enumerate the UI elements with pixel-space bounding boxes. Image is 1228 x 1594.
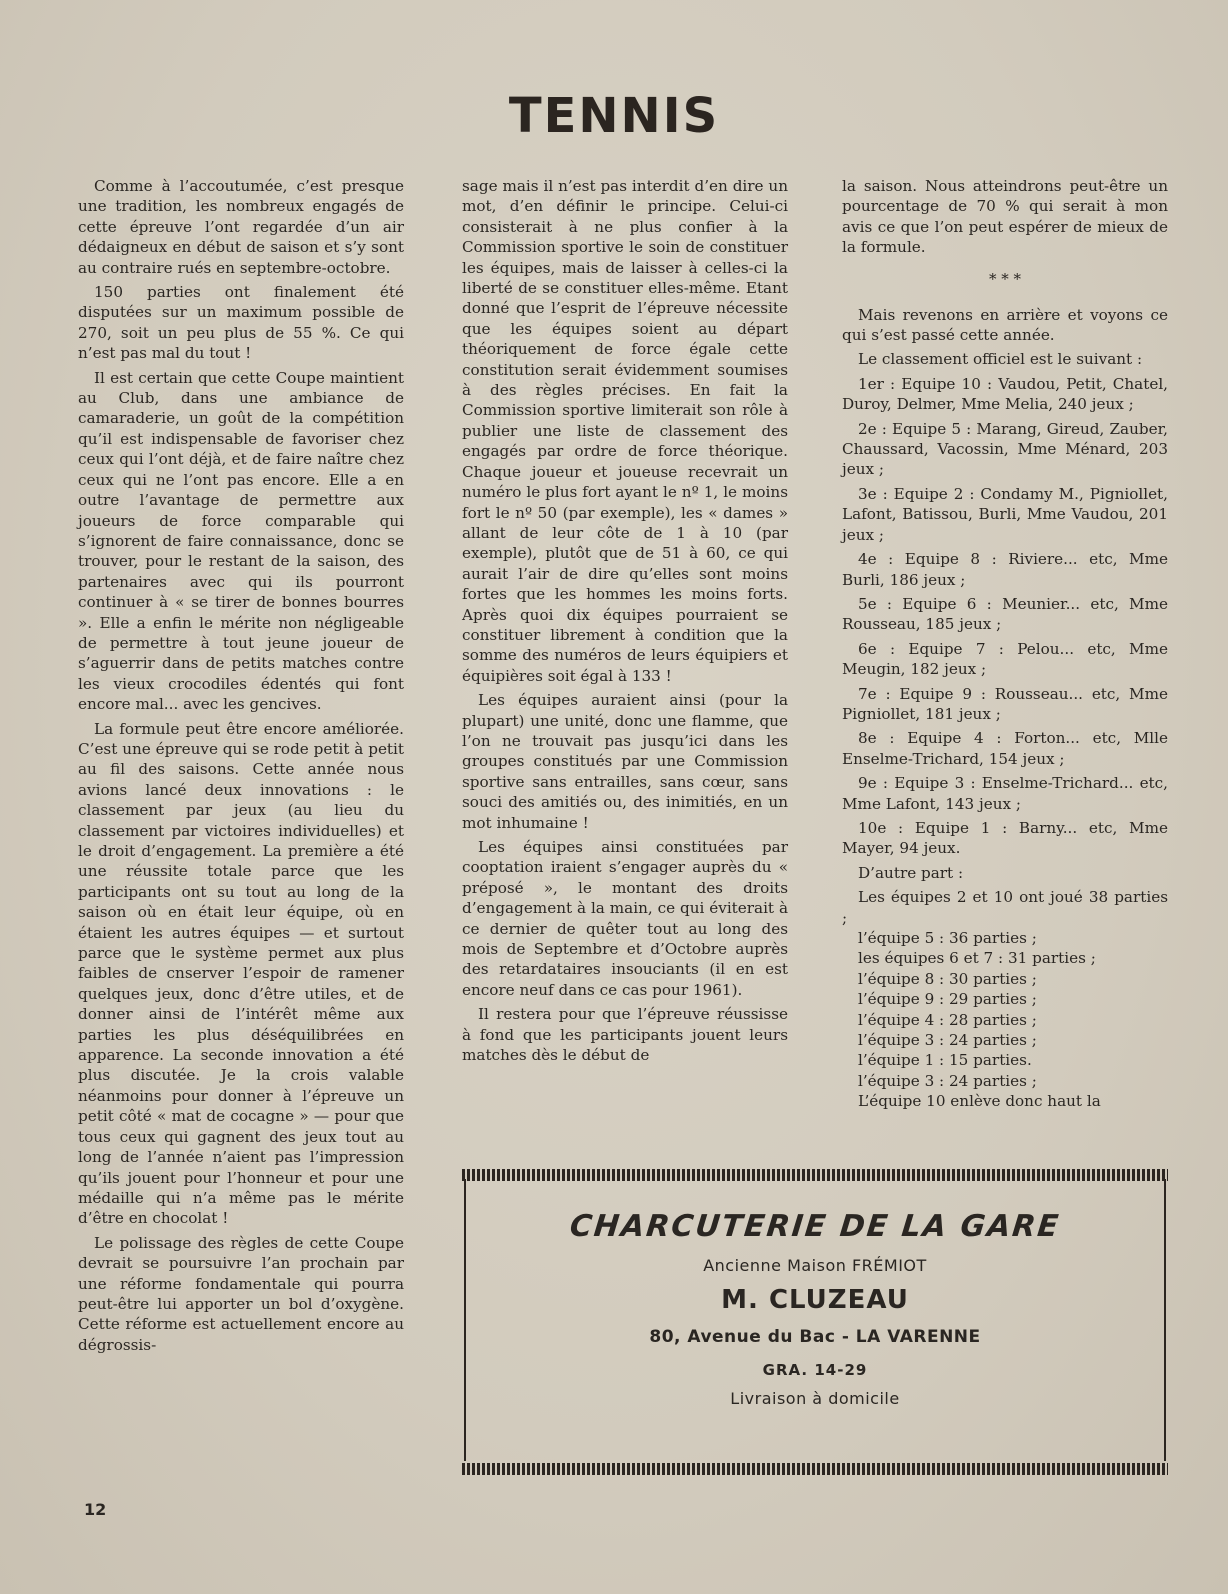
ranking-item: 5e : Equipe 6 : Meunier... etc, Mme Rousseau, 185 jeux ;: [842, 594, 1168, 634]
parties-item: l’équipe 3 : 24 parties ;: [858, 1071, 1037, 1090]
paragraph: 150 parties ont finalement été disputées sur un maximum possible de 270, soit un peu plus de 55 %. Ce qui n’est pas mal du tout !: [78, 283, 404, 363]
ad-box: [464, 1179, 1166, 1461]
paragraph: Les équipes ainsi constituées par cooptation iraient s’engager auprès du « préposé », le montant des droits d’engagement à la main, ce qui éviterait à ce dernier de quêter tout au long des mois de Septembre et d’Octobre auprès des retardataires insouciants (il en est encore neuf dans ce cas pour 1961).: [462, 838, 788, 999]
parties-item: l’équipe 5 : 36 parties ;: [858, 929, 1037, 947]
ranking-item: 3e : Equipe 2 : Condamy M., Pigniollet, Lafont, Batissou, Burli, Mme Vaudou, 201 jeux ;: [842, 484, 1168, 544]
ad-former-name: Ancienne Maison FRÉMIOT: [703, 1256, 927, 1275]
ad-owner: M. CLUZEAU: [721, 1285, 909, 1315]
parties-item: l’équipe 3 : 24 parties ;: [858, 1031, 1037, 1050]
ranking-item: 4e : Equipe 8 : Riviere... etc, Mme Burli, 186 jeux ;: [842, 550, 1168, 589]
ranking-item: 8e : Equipe 4 : Forton... etc, Mlle Enselme-Trichard, 154 jeux ;: [842, 729, 1168, 768]
parties-item: les équipes 6 et 7 : 31 parties ;: [858, 949, 1096, 968]
paragraph: sage mais il n’est pas interdit d’en dire un mot, d’en définir le principe. Celui-ci consisterait à ne plus confier à la Commission sportive le soin de constituer les équipes, mais de laisser à celles-ci la liberté de se constituer elles-même. Etant donné que l’esprit de l’épreuve nécessite que les équipes soient au départ théoriquement de force égale cette constitution serait évidemment soumises à des règles précises. En fait la Commission sportive limiterait son rôle à publier une liste de classement des engagés par ordre de force théorique. Chaque joueur et joueuse recevrait un numéro le plus fort ayant le nº 1, le moins fort le nº 50 (par exemple), les « dames » allant de leur côte de 1 à 10 (par exemple), plutôt que de 51 à 60, ce qui aurait l’air de dire qu’elles sont moins fortes que les hommes les moins forts. Après quoi dix équipes pourraient se constituer librement à condition que la somme des numéros de leurs équipiers et équipières soit égal à 133 !: [462, 177, 788, 685]
parties-item: l’équipe 1 : 15 parties.: [858, 1051, 1032, 1070]
ranking-item: 9e : Equipe 3 : Enselme-Trichard... etc, Mme Lafont, 143 jeux ;: [842, 774, 1168, 813]
paragraph: D’autre part :: [858, 863, 964, 882]
ranking-item: 6e : Equipe 7 : Pelou... etc, Mme Meugin, 182 jeux ;: [842, 639, 1168, 679]
column-3: [842, 176, 1168, 1112]
paragraph: Comme à l’accoutumée, c’est presque une tradition, les nombreux engagés de cette épreuve l’ont regardée d’un air dédaigneux en début de saison et s’y sont au contraire rués en septembre-octobre.: [78, 177, 404, 277]
ad-shop-name: CHARCUTERIE DE LA GARE: [568, 1209, 1062, 1244]
ranking-item: 2e : Equipe 5 : Marang, Gireud, Zauber, Chaussard, Vacossin, Mme Ménard, 203 jeux ;: [842, 419, 1168, 479]
paragraph: Il restera pour que l’épreuve réussisse à fond que les participants jouent leurs matches dès le début de: [462, 1005, 788, 1065]
paragraph: Il est certain que cette Coupe maintient au Club, dans une ambiance de camaraderie, un goût de la compétition qu’il est indispensable de favoriser chez ceux qui l’ont déjà, et de faire naître chez ceux qui ne l’ont pas encore. Elle a en outre l’avantage de permettre aux joueurs de force comparable qui s’ignorent de faire connaissance, donc se trouver, pour le restant de la saison, des partenaires avec qui ils pourront continuer à « se tirer de bonnes bourres ». Elle a enfin le mérite non négligeable de permettre à tout jeune joueur de s’aguerrir dans de petits matches contre les vieux crocodiles édentés qui font encore mal... avec les gencives.: [78, 368, 404, 714]
parties-item: l’équipe 8 : 30 parties ;: [858, 969, 1037, 988]
column-2: [462, 176, 788, 1069]
parties-item: Les équipes 2 et 10 ont joué 38 parties ;: [842, 888, 1168, 927]
paragraph: la saison. Nous atteindrons peut-être un pourcentage de 70 % qui serait à mon avis ce que l’on peut espérer de mieux de la formule.: [842, 177, 1168, 257]
paragraph: La formule peut être encore améliorée. C’est une épreuve qui se rode petit à petit au fil des saisons. Cette année nous avions lancé deux innovations : le classement par jeux (au lieu du classement par victoires individuelles) et le droit d’engagement. La première a été une réussite totale parce que les participants ont su tout au long de la saison où en était leur équipe, où en étaient les autres équipes — et surtout parce que le système permet aux plus faibles de cnserver l’espoir de ramener quelques jeux, donc d’être utiles, et de donner ainsi de l’intérêt même aux parties les plus déséquilibrées en apparence. La seconde innovation a été plus discutée. Je la crois valable néanmoins pour donner à l’épreuve un petit côté « mat de cocagne » — pour que tous ceux qui gagnent des jeux tout au long de l’année n’aient pas l’impression qu’ils jouent pour l’honneur et pour une médaille qui n’a même pas le mérite d’être en chocolat !: [78, 719, 404, 1228]
ad-delivery: Livraison à domicile: [730, 1389, 900, 1408]
advertisement: [462, 1169, 1168, 1475]
ranking-item: 10e : Equipe 1 : Barny... etc, Mme Mayer, 94 jeux.: [842, 818, 1168, 858]
page-number: 12: [84, 1500, 107, 1519]
article-title: TENNIS: [508, 88, 720, 144]
ad-phone: GRA. 14-29: [762, 1361, 868, 1379]
ad-address: 80, Avenue du Bac - LA VARENNE: [649, 1327, 981, 1347]
column-1: [78, 176, 404, 1359]
paragraph: Mais revenons en arrière et voyons ce qui s’est passé cette année.: [842, 305, 1168, 345]
parties-item: l’équipe 4 : 28 parties ;: [858, 1010, 1037, 1029]
paragraph: L’équipe 10 enlève donc haut la: [858, 1092, 1101, 1111]
ranking-item: 7e : Equipe 9 : Rousseau... etc, Mme Pigniollet, 181 jeux ;: [842, 684, 1168, 723]
paragraph: Les équipes auraient ainsi (pour la plupart) une unité, donc une flamme, que l’on ne trouvait pas jusqu’ici dans les groupes constitués par une Commission sportive sans entrailles, sans cœur, sans souci des amitiés ou, des inimitiés, en un mot inhumaine !: [462, 691, 788, 832]
parties-item: l’équipe 9 : 29 parties ;: [858, 990, 1037, 1009]
ad-border-bottom: [462, 1463, 1168, 1475]
paragraph: Le polissage des règles de cette Coupe devrait se poursuivre l’an prochain par une réforme fondamentale qui pourra peut-être lui apporter un bol d’oxygène. Cette réforme est actuellement encore au dégrossis-: [78, 1233, 404, 1354]
section-separator: * * *: [988, 269, 1022, 288]
ranking-item: 1er : Equipe 10 : Vaudou, Petit, Chatel, Duroy, Delmer, Mme Melia, 240 jeux ;: [842, 374, 1168, 414]
paragraph: Le classement officiel est le suivant :: [858, 350, 1143, 369]
